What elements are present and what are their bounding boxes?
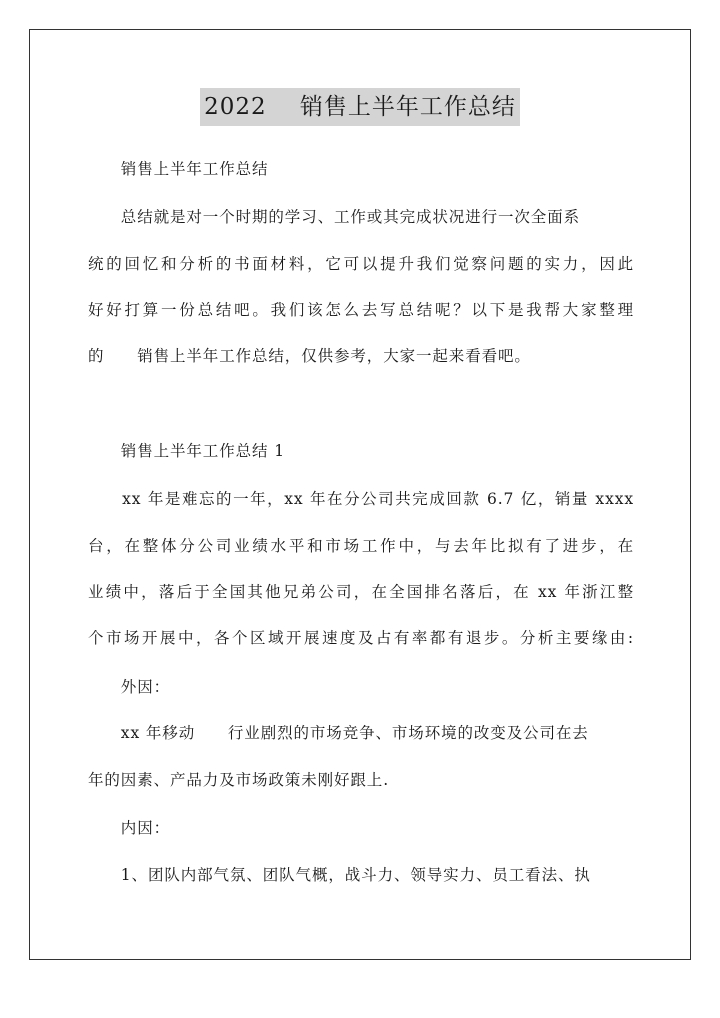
subheading-external: 外因： bbox=[88, 678, 171, 696]
paragraph-line: 年的因素、产品力及市场政策未刚好跟上. bbox=[88, 771, 390, 789]
paragraph-line: 好好打算一份总结吧。我们该怎么去写总结呢？以下是我帮大家整理 bbox=[88, 301, 634, 319]
paragraph-line: 个市场开展中，各个区域开展速度及占有率都有退步。分析主要缘由: bbox=[88, 629, 634, 647]
paragraph-line: 台，在整体分公司业绩水平和市场工作中，与去年比拟有了进步，在 bbox=[88, 537, 634, 555]
paragraph-line: 总结就是对一个时期的学习、工作或其完成状况进行一次全面系 bbox=[88, 208, 581, 226]
paragraph-line: 1、团队内部气氛、团队气概，战斗力、领导实力、员工看法、执 bbox=[88, 866, 591, 884]
subheading-internal: 内因： bbox=[88, 819, 171, 837]
section-heading-intro: 销售上半年工作总结 bbox=[88, 160, 269, 178]
title-container bbox=[0, 88, 720, 126]
paragraph-line: 业绩中，落后于全国其他兄弟公司，在全国排名落后，在 xx 年浙江整 bbox=[88, 583, 634, 601]
paragraph-line: xx 年移动 行业剧烈的市场竞争、市场环境的改变及公司在去 bbox=[88, 724, 589, 742]
paragraph-line: 的 销售上半年工作总结，仅供参考，大家一起来看看吧。 bbox=[88, 347, 531, 365]
document-title: 2022 销售上半年工作总结 bbox=[200, 88, 520, 126]
paragraph-line: xx 年是难忘的一年，xx 年在分公司共完成回款 6.7 亿，销量 xxxx bbox=[88, 490, 634, 508]
section-heading-1: 销售上半年工作总结 1 bbox=[88, 442, 285, 460]
paragraph-line: 统的回忆和分析的书面材料，它可以提升我们觉察问题的实力，因此 bbox=[88, 255, 634, 273]
